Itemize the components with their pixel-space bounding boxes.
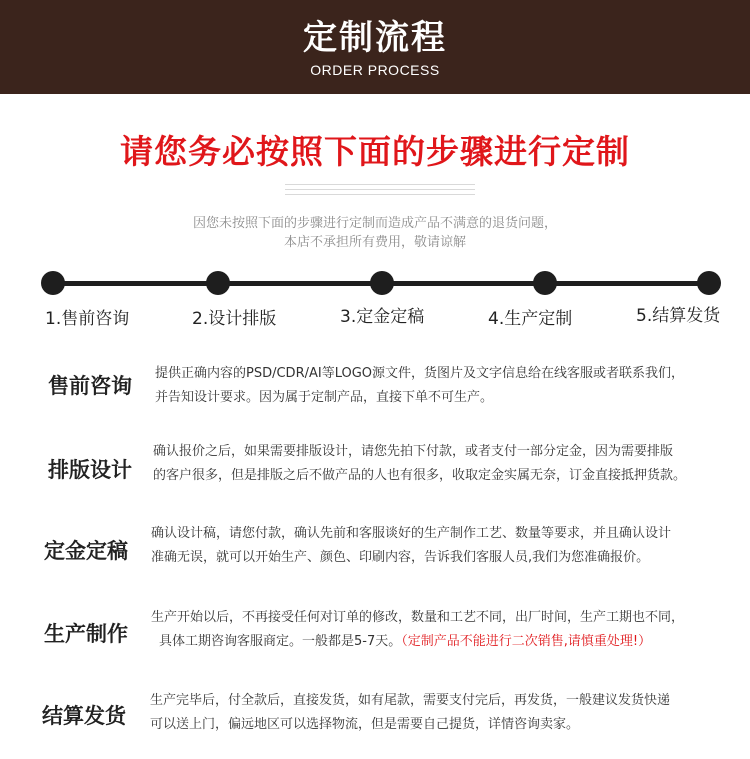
desc-line <box>151 630 741 654</box>
step-label-3: 3.定金定稿 <box>340 307 425 327</box>
notice-line-2: 本店不承担所有费用，敬请谅解 <box>283 235 466 250</box>
timeline-dot-1 <box>41 271 65 295</box>
desc-line: 确认报价之后，如果需要排版设计，请您先拍下付款，或者支付一部分定金，因为需要排版 <box>153 444 674 459</box>
step-label-5: 5.结算发货 <box>636 306 721 326</box>
section-title-deposit: 定金定稿 <box>44 539 128 563</box>
desc-line: 准确无误，就可以开始生产、颜色、印刷内容，告诉我们客服人员,我们为您准确报价。 <box>151 550 650 565</box>
section-desc-deposit <box>151 522 741 570</box>
warning-text: （定制产品不能进行二次销售,请慎重处理!） <box>401 634 652 649</box>
decorative-lines <box>285 184 475 198</box>
section-desc-production <box>151 606 741 654</box>
section-title-layout: 排版设计 <box>48 458 132 482</box>
section-title-settlement: 结算发货 <box>42 704 126 728</box>
timeline-dot-4 <box>533 271 557 295</box>
desc-line: 并告知设计要求。因为属于定制产品，直接下单不可生产。 <box>155 390 494 405</box>
section-desc-layout <box>153 440 743 488</box>
notice-text <box>0 214 750 252</box>
timeline-dot-3 <box>370 271 394 295</box>
step-label-1: 1.售前咨询 <box>45 309 130 329</box>
desc-line: 生产完毕后，付全款后，直接发货，如有尾款，需要支付完后，再发货，一般建议发货快递 <box>150 693 671 708</box>
section-title-presale: 售前咨询 <box>48 374 132 398</box>
section-title-production: 生产制作 <box>44 622 128 646</box>
section-desc-settlement <box>150 689 740 737</box>
desc-text: 具体工期咨询客服商定。一般都是5-7天。 <box>159 634 402 649</box>
page-heading: 请您务必按照下面的步骤进行定制 <box>120 132 630 171</box>
desc-line: 提供正确内容的PSD/CDR/AI等LOGO源文件，货图片及文字信息给在线客服或者联系我们， <box>155 366 685 381</box>
desc-line: 的客户很多，但是排版之后不做产品的人也有很多，收取定金实属无奈，订金直接抵押货款。 <box>153 468 687 483</box>
step-label-4: 4.生产定制 <box>488 309 573 329</box>
notice-line-1: 因您未按照下面的步骤进行定制而造成产品不满意的退货问题， <box>192 216 557 231</box>
step-label-2: 2.设计排版 <box>192 309 277 329</box>
desc-line: 可以送上门，偏远地区可以选择物流，但是需要自己提货，详情咨询卖家。 <box>150 717 580 732</box>
header-banner <box>0 0 750 94</box>
desc-line: 生产开始以后，不再接受任何对订单的修改，数量和工艺不同，出厂时间，生产工期也不同， <box>151 610 685 625</box>
timeline-dot-5 <box>697 271 721 295</box>
timeline-dot-2 <box>206 271 230 295</box>
section-desc-presale <box>155 362 745 410</box>
banner-title: 定制流程 <box>303 18 447 58</box>
banner-subtitle: ORDER PROCESS <box>310 62 440 78</box>
desc-line: 确认设计稿，请您付款，确认先前和客服谈好的生产制作工艺、数量等要求，并且确认设计 <box>151 526 672 541</box>
